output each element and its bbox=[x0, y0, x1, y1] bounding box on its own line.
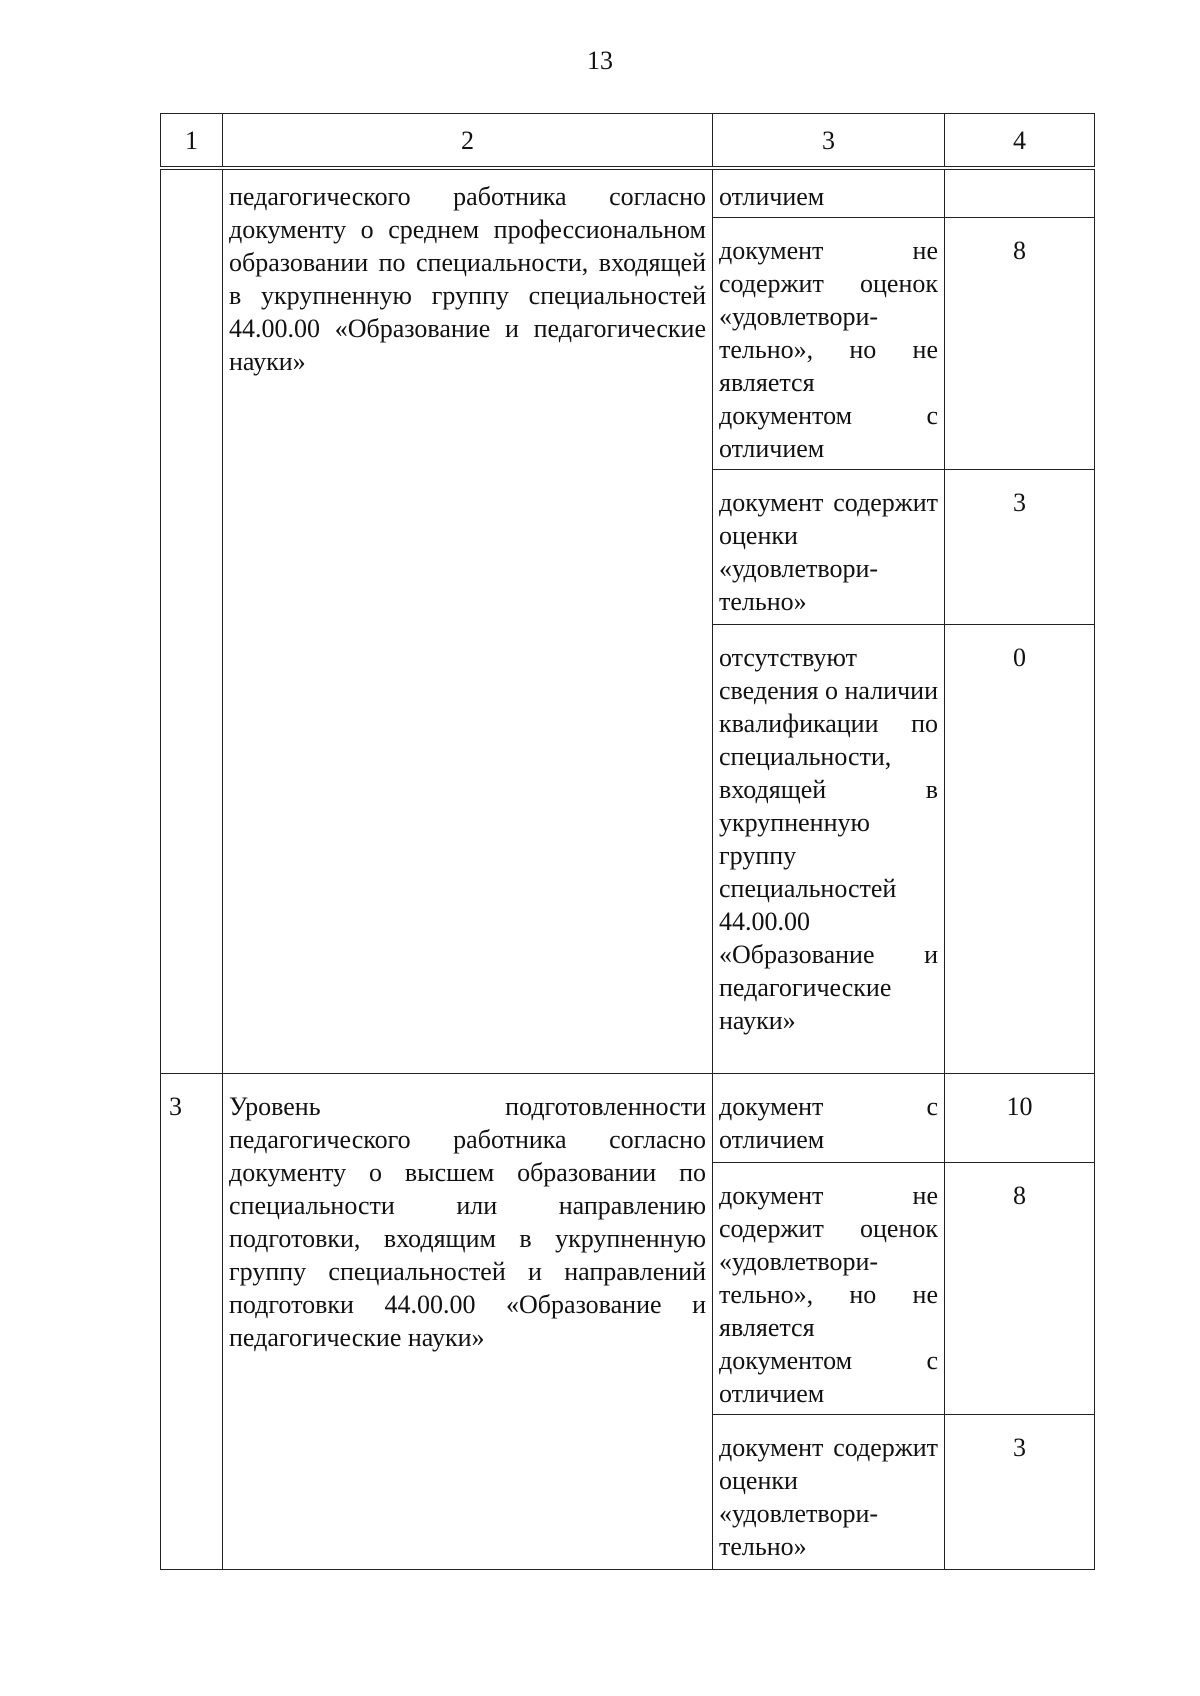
table-row bbox=[161, 1074, 1095, 1163]
header-col-4: 4 bbox=[945, 114, 1095, 169]
row-number: 3 bbox=[161, 1074, 223, 1570]
score-cell: 8 bbox=[945, 1163, 1095, 1415]
condition-cell: документ не содержит оценок «удовлетвори-тельно», но не является документом с отличием bbox=[713, 1163, 945, 1415]
score-cell: 3 bbox=[945, 1415, 1095, 1570]
condition-cell: отсутствуют сведения о наличии квалификации по специальности, входящей в укрупненную группу специальностей 44.00.00 «Образование и педагогические науки» bbox=[713, 625, 945, 1074]
header-col-1: 1 bbox=[161, 114, 223, 169]
row-number bbox=[161, 168, 223, 1074]
page-number: 13 bbox=[587, 46, 613, 75]
table-row bbox=[161, 168, 1095, 218]
score-cell: 3 bbox=[945, 470, 1095, 625]
header-col-3: 3 bbox=[713, 114, 945, 169]
score-cell: 0 bbox=[945, 625, 1095, 1074]
condition-cell: отличием bbox=[713, 168, 945, 218]
criterion-description: Уровень подготовленности педагогического работника согласно документу о высшем образовании по специальности или направлению подготовки, входящим в укрупненную группу специальностей и направлений подготовки 44.00.00 «Образование и педагогические науки» bbox=[223, 1074, 713, 1570]
score-cell bbox=[945, 168, 1095, 218]
score-cell: 8 bbox=[945, 218, 1095, 470]
criterion-description: педагогического работника согласно документу о среднем профессиональном образовании по специальности, входящей в укрупненную группу специальностей 44.00.00 «Образование и педагогические науки» bbox=[223, 168, 713, 1074]
criteria-table bbox=[160, 113, 1095, 1570]
score-cell: 10 bbox=[945, 1074, 1095, 1163]
condition-cell: документ с отличием bbox=[713, 1074, 945, 1163]
condition-cell: документ не содержит оценок «удовлетвори-тельно», но не является документом с отличием bbox=[713, 218, 945, 470]
table-header-row bbox=[161, 114, 1095, 169]
condition-cell: документ содержит оценки «удовлетвори-тельно» bbox=[713, 1415, 945, 1570]
condition-cell: документ содержит оценки «удовлетвори-тельно» bbox=[713, 470, 945, 625]
header-col-2: 2 bbox=[223, 114, 713, 169]
